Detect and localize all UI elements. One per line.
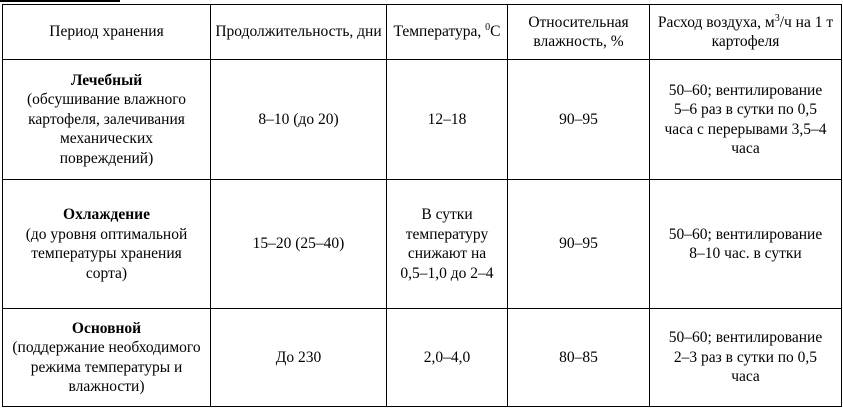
temperature-cell: 2,0–4,0 [387, 309, 508, 407]
header-temperature-degree: 0 [485, 22, 491, 34]
humidity-cell: 90–95 [508, 180, 650, 309]
top-border-fragment [0, 0, 120, 2]
duration-cell: 8–10 (до 20) [211, 60, 387, 180]
air-cell [650, 309, 842, 407]
period-title: Лечебный [70, 71, 143, 89]
header-air-rest: /ч на 1 т картофеля [711, 13, 834, 50]
period-description: (обсушивание влажного картофеля, залечивания механических повреждений) [27, 91, 186, 167]
header-air-label: Расход воздуха, м [657, 13, 775, 31]
period-title: Основной [71, 319, 142, 337]
air-cell [650, 60, 842, 180]
header-air-exponent: 3 [774, 12, 780, 24]
period-title: Охлаждение [63, 206, 150, 223]
air-cell [650, 180, 842, 309]
period-cell [3, 180, 211, 309]
temperature-cell: 12–18 [387, 60, 508, 180]
air-text: 50–60; вентилирование 2–3 раз в сутки по 0,5 часа [668, 329, 823, 386]
air-text: 50–60; вентилирование 5–6 раз в сутки по 0,5 часа с перерывами 3,5–4 часа [664, 81, 827, 157]
period-description: (поддержание необходимого режима температуры и влажности) [12, 339, 201, 395]
period-cell [3, 60, 211, 180]
temperature-cell [387, 180, 508, 309]
header-air [650, 5, 842, 60]
header-temperature-unit: С [490, 23, 501, 41]
header-duration: Продолжительность, дни [211, 5, 387, 60]
table-row [3, 309, 842, 407]
table-row [3, 60, 842, 180]
header-row [3, 5, 842, 60]
duration-cell: До 230 [211, 309, 387, 407]
air-text: 50–60; вентилирование 8–10 час. в сутки [668, 225, 823, 262]
duration-cell: 15–20 (25–40) [211, 180, 387, 309]
humidity-cell: 90–95 [508, 60, 650, 180]
period-description: (до уровня оптимальной температуры хранения сорта) [25, 225, 188, 282]
table-row [3, 180, 842, 309]
header-period: Период хранения [3, 5, 211, 60]
temperature-text: В сутки температуру снижают на 0,5–1,0 до 2–4 [400, 206, 494, 282]
period-cell [3, 309, 211, 407]
storage-table [2, 4, 842, 407]
humidity-cell: 80–85 [508, 309, 650, 407]
header-humidity: Относительная влажность, % [508, 5, 650, 60]
header-temperature [387, 5, 508, 60]
header-temperature-label: Температура, [393, 23, 486, 41]
